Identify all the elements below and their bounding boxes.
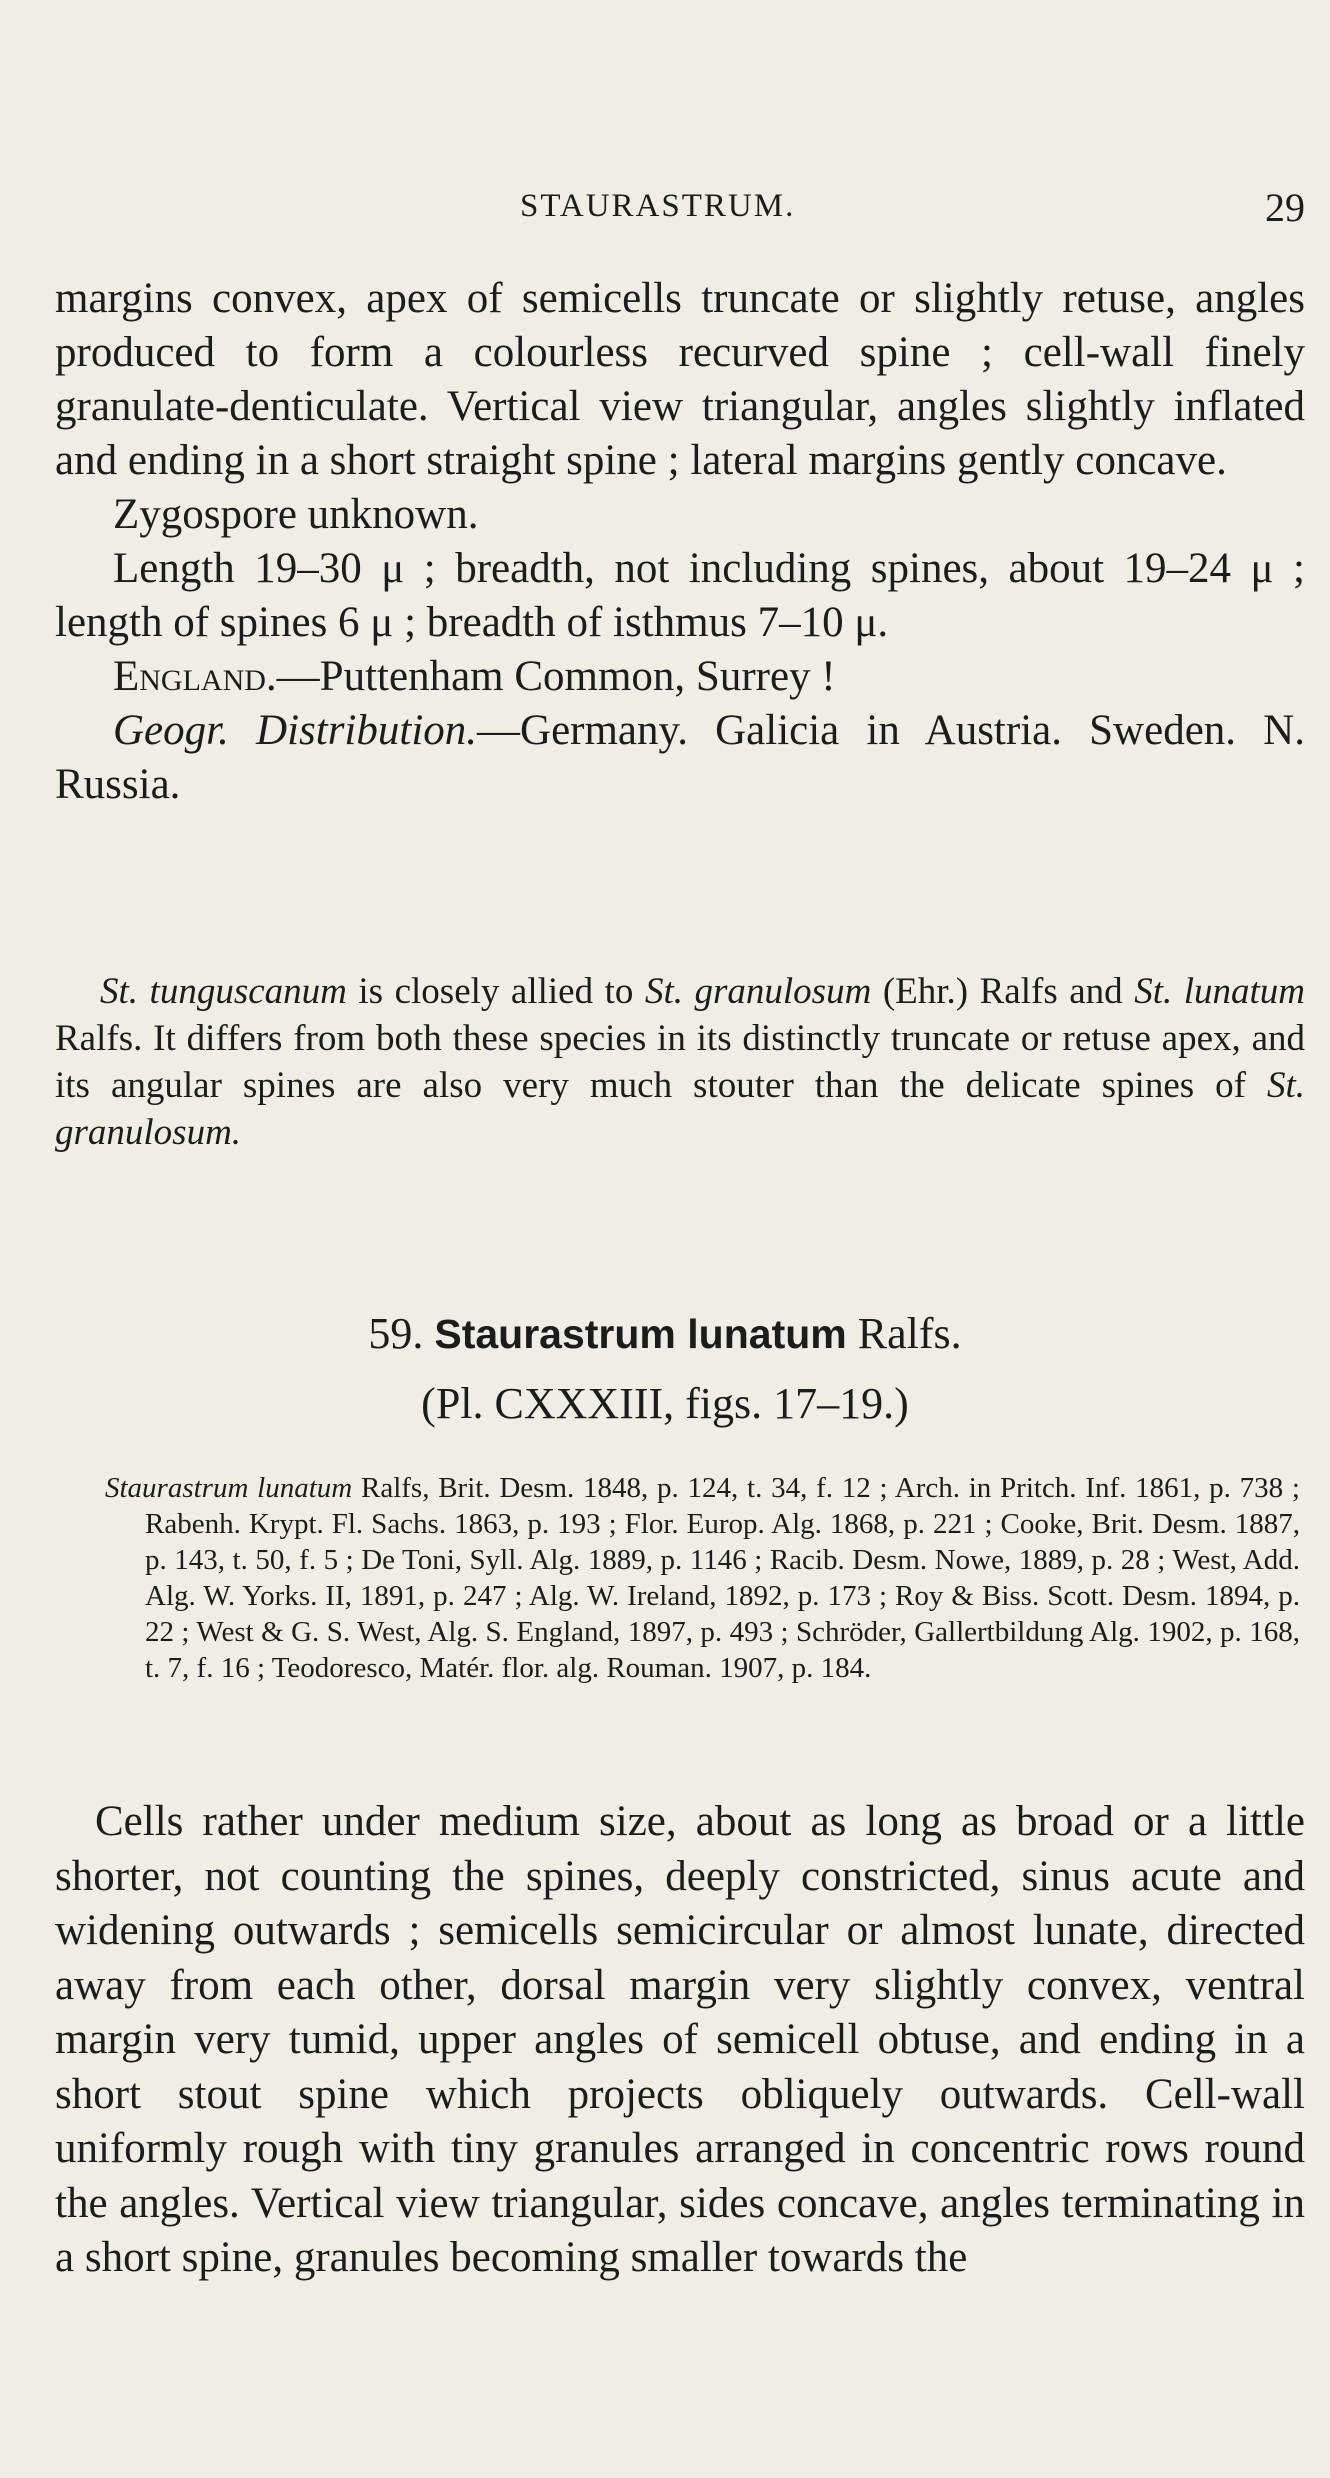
running-title: STAURASTRUM.	[520, 188, 796, 224]
note-species-name: St. lunatum	[1134, 971, 1306, 1012]
plate-reference: (Pl. CXXXIII, figs. 17–19.)	[421, 1379, 909, 1428]
continued-description: margins convex, apex of semicells truncate or slightly retuse, angles produced to form a colourless recurved spine ; cell-wall finely granulate-denticulate. Vertical view triangular, angles slightly inflated and ending in a short straight spine ; lateral margins gently concave.	[55, 275, 1305, 484]
locality-label: England.	[113, 653, 277, 700]
distribution-label: Geogr. Distribution.	[113, 707, 478, 754]
zygospore-line: Zygospore unknown.	[113, 491, 479, 538]
note-text: (Ehr.) Ralfs and	[871, 971, 1135, 1012]
distribution	[55, 704, 1305, 812]
note-paragraph	[55, 968, 1305, 1156]
synonymy-text: Ralfs, Brit. Desm. 1848, p. 124, t. 34, f. 12 ; Arch. in Pritch. Inf. 1861, p. 738 ; Rabenh. Krypt. Fl. Sachs. 1863, p. 193 ; Flor. Europ. Alg. 1868, p. 221 ; Cooke, Brit. Desm. 1887, p. 143, t. 50, f. 5 ; De Toni, Syll. Alg. 1889, p. 1146 ; Racib. Desm. Nowe, 1889, p. 28 ; West, Add. Alg. W. Yorks. II, 1891, p. 247 ; Alg. W. Ireland, 1892, p. 173 ; Roy & Biss. Scott. Desm. 1894, p. 22 ; West & G. S. West, Alg. S. England, 1897, p. 493 ; Schröder, Gallertbildung Alg. 1902, p. 168, t. 7, f. 16 ; Teodoresco, Matér. flor. alg. Rouman. 1907, p. 184.	[145, 1472, 1300, 1684]
synonymy	[105, 1470, 1300, 1686]
continued-description-block	[55, 272, 1305, 812]
species-heading	[0, 1308, 1330, 1359]
species-description	[55, 1795, 1305, 2286]
locality	[55, 650, 1305, 704]
species-authority: Ralfs.	[857, 1309, 962, 1358]
page-header	[55, 185, 1305, 238]
page-number: 29	[1265, 185, 1305, 230]
note-species-name: St. granulosum	[644, 971, 872, 1012]
distribution-text: —Germany. Galicia in Austria. Sweden. N. Russia.	[55, 707, 1305, 808]
measurements: Length 19–30 μ ; breadth, not including spines, about 19–24 μ ; length of spines 6 μ ; breadth of isthmus 7–10 μ.	[55, 545, 1305, 646]
note-text: Ralfs. It differs from both these species in its distinctly truncate or retuse apex, and its angular spines are also very much stouter than the delicate spines of	[55, 1018, 1305, 1106]
locality-text: —Puttenham Common, Surrey !	[276, 653, 836, 700]
description-paragraph: Cells rather under medium size, about as long as broad or a little shorter, not counting the spines, deeply constricted, sinus acute and widening outwards ; semicells semicircular or almost lunate, directed away from each other, dorsal margin very slightly convex, ventral margin very tumid, upper angles of semicell obtuse, and ending in a short stout spine which projects obliquely outwards. Cell-wall uniformly rough with tiny granules arranged in concentric rows round the angles. Vertical view triangular, sides concave, angles terminating in a short spine, granules becoming smaller towards the	[55, 1798, 1305, 2281]
taxonomic-note	[55, 968, 1305, 1156]
note-text: is closely allied to	[346, 971, 645, 1012]
synonymy-name: Staurastrum lunatum	[105, 1472, 353, 1504]
synonymy-paragraph	[105, 1470, 1300, 1686]
note-species-name: St. granulosum.	[55, 1065, 1305, 1153]
note-species-name: St. tunguscanum	[100, 971, 347, 1012]
species-number: 59.	[368, 1309, 424, 1358]
species-name: Staurastrum lunatum	[434, 1311, 847, 1357]
